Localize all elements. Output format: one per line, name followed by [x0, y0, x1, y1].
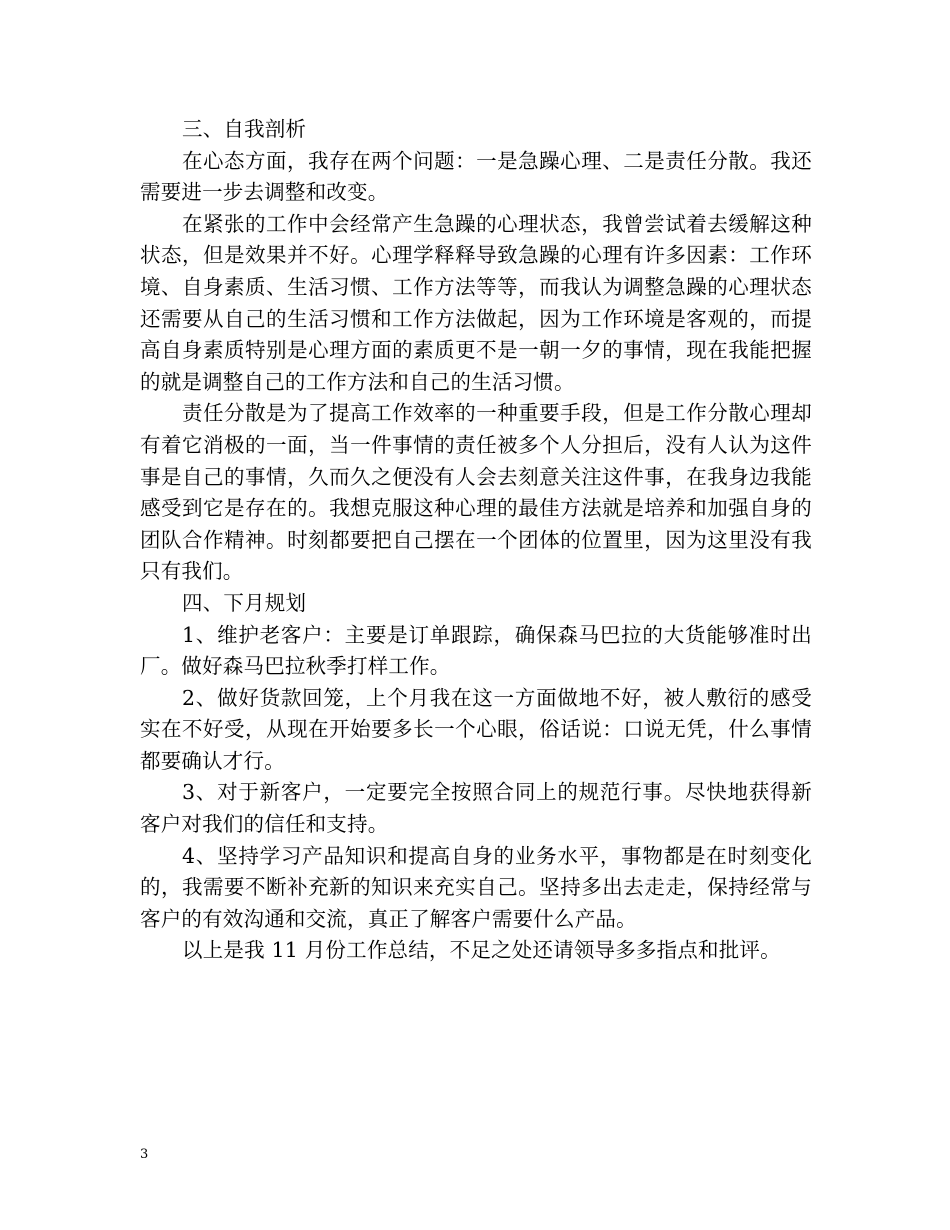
- plan-item-2: 2、做好货款回笼，上个月我在这一方面做地不好，被人敷衍的感受实在不好受，从现在开始要多长一个心眼，俗话说：口说无凭，什么事情都要确认才行。: [140, 685, 812, 773]
- plan-item-3: 3、对于新客户，一定要完全按照合同上的规范行事。尽快地获得新客户对我们的信任和支持。: [140, 780, 812, 837]
- closing-paragraph: 以上是我 11 月份工作总结，不足之处还请领导多多指点和批评。: [182, 938, 781, 963]
- paragraph-impatience: 在紧张的工作中会经常产生急躁的心理状态，我曾尝试着去缓解这种状态，但是效果并不好。心理学释释导致急躁的心理有许多因素：工作环境、自身素质、生活习惯、工作方法等等，而我认为调整急躁的心理状态还需要从自己的生活习惯和工作方法做起，因为工作环境是客观的，而提高自身素质特别是心理方面的素质更不是一朝一夕的事情，现在我能把握的就是调整自己的工作方法和自己的生活习惯。: [140, 211, 812, 394]
- document-body: [140, 114, 812, 967]
- page-number: 3: [140, 1147, 149, 1162]
- paragraph-mindset-issues: 在心态方面，我存在两个问题：一是急躁心理、二是责任分散。我还需要进一步去调整和改变。: [140, 148, 812, 205]
- section-heading-next-month-plan: 四、下月规划: [182, 590, 307, 615]
- section-heading-self-analysis: 三、自我剖析: [182, 117, 307, 141]
- plan-item-4: 4、坚持学习产品知识和提高自身的业务水平，事物都是在时刻变化的，我需要不断补充新的知识来充实自己。坚持多出去走走，保持经常与客户的有效沟通和交流，真正了解客户需要什么产品。: [140, 843, 812, 931]
- paragraph-responsibility-diffusion: 责任分散是为了提高工作效率的一种重要手段，但是工作分散心理却有着它消极的一面，当一件事情的责任被多个人分担后，没有人认为这件事是自己的事情，久而久之便没有人会去刻意关注这件事，在我身边我能感受到它是存在的。我想克服这种心理的最佳方法就是培养和加强自身的团队合作精神。时刻都要把自己摆在一个团体的位置里，因为这里没有我只有我们。: [140, 401, 812, 584]
- plan-item-1: 1、维护老客户：主要是订单跟踪，确保森马巴拉的大货能够准时出厂。做好森马巴拉秋季打样工作。: [140, 622, 812, 679]
